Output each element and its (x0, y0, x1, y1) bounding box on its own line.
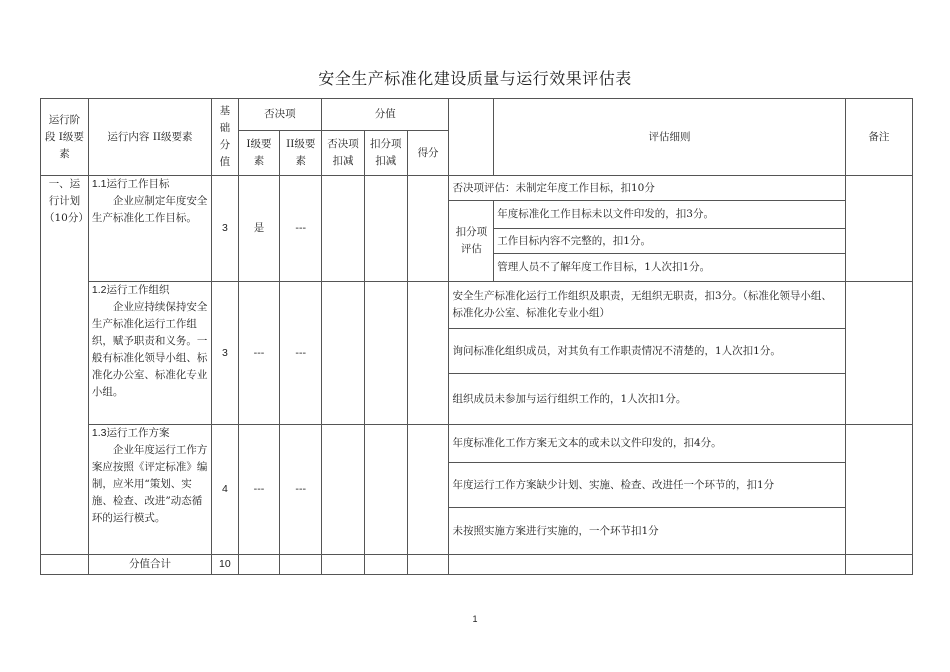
deduct-label: 扣分项评估 (449, 201, 494, 282)
total-empty (449, 555, 845, 575)
score-cell (407, 425, 449, 555)
remark-cell (845, 176, 912, 282)
rule-text: 年度标准化工作目标未以文件印发的，扣3分。 (494, 201, 845, 229)
header-veto-deduct: 否决项扣减 (322, 131, 365, 176)
rule-text: 年度标准化工作方案无文本的或未以文件印发的，扣4分。 (449, 425, 845, 463)
evaluation-table (40, 98, 913, 575)
header-base-score: 基础分值 (212, 99, 238, 176)
header-veto: 否决项 (238, 99, 322, 131)
remark-cell (845, 282, 912, 425)
total-base-score: 10 (212, 555, 238, 575)
header-stage: 运行阶段 I级要素 (41, 99, 89, 176)
page-title: 安全生产标准化建设质量与运行效果评估表 (318, 69, 632, 88)
header-level1: I级要素 (238, 131, 280, 176)
section-heading: 1.2运行工作组织 (91, 284, 170, 296)
veto-rule: 否决项评估：未制定年度工作目标，扣10分 (449, 176, 845, 201)
section-body: 企业年度运行工作方案应按照《评定标准》编制，应米用“策划、实施、检查、改进”动态循环的运行模式。 (91, 444, 208, 524)
header-level2: II级要素 (280, 131, 322, 176)
level2-value: --- (280, 425, 322, 555)
score-cell (407, 176, 449, 282)
total-empty (238, 555, 280, 575)
base-score: 4 (212, 425, 238, 555)
header-got: 得分 (407, 131, 449, 176)
total-empty (364, 555, 407, 575)
header-content: 运行内容 II级要素 (88, 99, 211, 176)
veto-deduct-cell (322, 282, 365, 425)
header-item-deduct: 扣分项扣减 (364, 131, 407, 176)
header-remark: 备注 (845, 99, 912, 176)
level1-value: --- (238, 282, 280, 425)
total-stage-spacer (41, 555, 89, 575)
header-score: 分值 (322, 99, 449, 131)
base-score: 3 (212, 282, 238, 425)
rule-text: 安全生产标准化运行工作组织及职责，无组织无职责，扣3分。（标准化领导小组、标准化办公室、标准化专业小组） (449, 282, 845, 329)
remark-cell (845, 425, 912, 555)
page-number: 1 (472, 614, 478, 624)
section-content (88, 425, 211, 555)
level1-value: --- (238, 425, 280, 555)
veto-deduct-cell (322, 176, 365, 282)
veto-deduct-cell (322, 425, 365, 555)
item-deduct-cell (364, 282, 407, 425)
level1-value: 是 (238, 176, 280, 282)
stage-cell: 一、运行计划（10分） (41, 176, 89, 555)
header-deduct-spacer (449, 99, 494, 176)
total-label: 分值合计 (88, 555, 211, 575)
total-empty (407, 555, 449, 575)
rule-text: 未按照实施方案进行实施的，一个环节扣1分 (449, 508, 845, 555)
total-empty (280, 555, 322, 575)
section-body: 企业应持续保持安全生产标准化运行工作组织，赋予职责和义务。一般有标准化领导小组、标准化办公室、标准化专业小组。 (91, 301, 208, 398)
section-content (88, 282, 211, 425)
total-empty (845, 555, 912, 575)
section-content (88, 176, 211, 282)
section-heading: 1.1运行工作目标 (91, 178, 170, 190)
score-cell (407, 282, 449, 425)
rule-text: 询问标准化组织成员，对其负有工作职责情况不清楚的，1人次扣1分。 (449, 329, 845, 374)
rule-text: 工作目标内容不完整的，扣1分。 (494, 229, 845, 254)
rule-text: 年度运行工作方案缺少计划、实施、检查、改进任一个环节的，扣1分 (449, 463, 845, 508)
item-deduct-cell (364, 425, 407, 555)
rule-text: 管理人员不了解年度工作目标，1人次扣1分。 (494, 254, 845, 282)
level2-value: --- (280, 282, 322, 425)
header-detail: 评估细则 (494, 99, 845, 176)
item-deduct-cell (364, 176, 407, 282)
level2-value: --- (280, 176, 322, 282)
base-score: 3 (212, 176, 238, 282)
total-empty (322, 555, 365, 575)
section-heading: 1.3运行工作方案 (91, 427, 170, 439)
rule-text: 组织成员未参加与运行组织工作的，1人次扣1分。 (449, 374, 845, 425)
section-body: 企业应制定年度安全生产标准化工作目标。 (91, 195, 208, 224)
